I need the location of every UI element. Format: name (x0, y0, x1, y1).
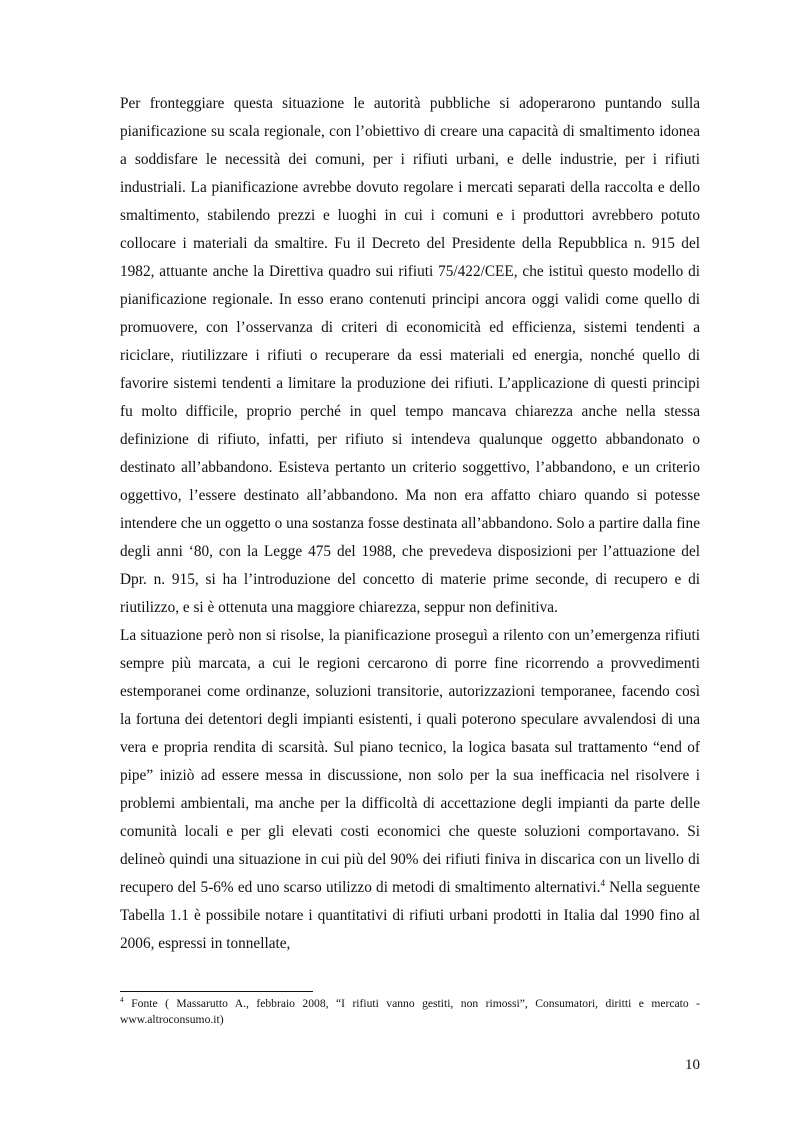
paragraph-situazione-emergenza (120, 622, 700, 958)
footnote-reference[interactable]: 4 (600, 877, 605, 888)
footnote (120, 996, 700, 1028)
footnote-separator (120, 991, 313, 992)
paragraph-text-after-note: Nella seguente Tabella 1.1 è possibile notare i quantitativi di rifiuti urbani prodotti in Italia dal 1990 fino al 2006, espressi in tonnellate, (120, 879, 700, 952)
footnote-text: Fonte ( Massarutto A., febbraio 2008, “I rifiuti vanno gestiti, non rimossi”, Consumatori, diritti e mercato - www.altroconsumo.it) (120, 997, 700, 1026)
footnote-number: 4 (120, 995, 124, 1005)
body-text (120, 90, 700, 958)
page-number: 10 (685, 1057, 700, 1073)
paragraph-text-before-note: La situazione però non si risolse, la pianificazione proseguì a rilento con un’emergenza rifiuti sempre più marcata, a cui le regioni cercarono di porre fine ricorrendo a provvedimenti estemporanei come ordinanze, soluzioni transitorie, autorizzazioni temporanee, facendo così la fortuna dei detentori degli impianti esistenti, i quali poterono speculare avvalendosi di una vera e propria rendita di scarsità. Sul piano tecnico, la logica basata sul trattamento “end of pipe” iniziò ad essere messa in discussione, non solo per la sua inefficacia nel risolvere i problemi ambientali, ma anche per la difficoltà di accettazione degli impianti da parte delle comunità locali e per gli elevati costi economici che queste soluzioni comportavano. Si delineò quindi una situazione in cui più del 90% dei rifiuti finiva in discarica con un livello di recupero del 5-6% ed uno scarso utilizzo di metodi di smaltimento alternativi. (120, 627, 700, 896)
paragraph-pianificazione-regionale: Per fronteggiare questa situazione le autorità pubbliche si adoperarono puntando sulla pianificazione su scala regionale, con l’obiettivo di creare una capacità di smaltimento idonea a soddisfare le necessità dei comuni, per i rifiuti urbani, e delle industrie, per i rifiuti industriali. La pianificazione avrebbe dovuto regolare i mercati separati della raccolta e dello smaltimento, stabilendo prezzi e luoghi in cui i comuni e i produttori avrebbero potuto collocare i materiali da smaltire. Fu il Decreto del Presidente della Repubblica n. 915 del 1982, attuante anche la Direttiva quadro sui rifiuti 75/422/CEE, che istituì questo modello di pianificazione regionale. In esso erano contenuti principi ancora oggi validi come quello di promuovere, con l’osservanza di criteri di economicità ed efficienza, sistemi tendenti a riciclare, riutilizzare i rifiuti o recuperare da essi materiali ed energia, nonché quello di favorire sistemi tendenti a limitare la produzione dei rifiuti. L’applicazione di questi principi fu molto difficile, proprio perché in quel tempo mancava chiarezza anche nella stessa definizione di rifiuto, infatti, per rifiuto si intendeva qualunque oggetto abbandonato o destinato all’abbandono. Esisteva pertanto un criterio soggettivo, l’abbandono, e un criterio oggettivo, l’essere destinato all’abbandono. Ma non era affatto chiaro quando si potesse intendere che un oggetto o una sostanza fosse destinata all’abbandono. Solo a partire dalla fine degli anni ‘80, con la Legge 475 del 1988, che prevedeva disposizioni per l’attuazione del Dpr. n. 915, si ha l’introduzione del concetto di materie prime seconde, di recupero e di riutilizzo, e si è ottenuta una maggiore chiarezza, seppur non definitiva. (120, 95, 700, 616)
